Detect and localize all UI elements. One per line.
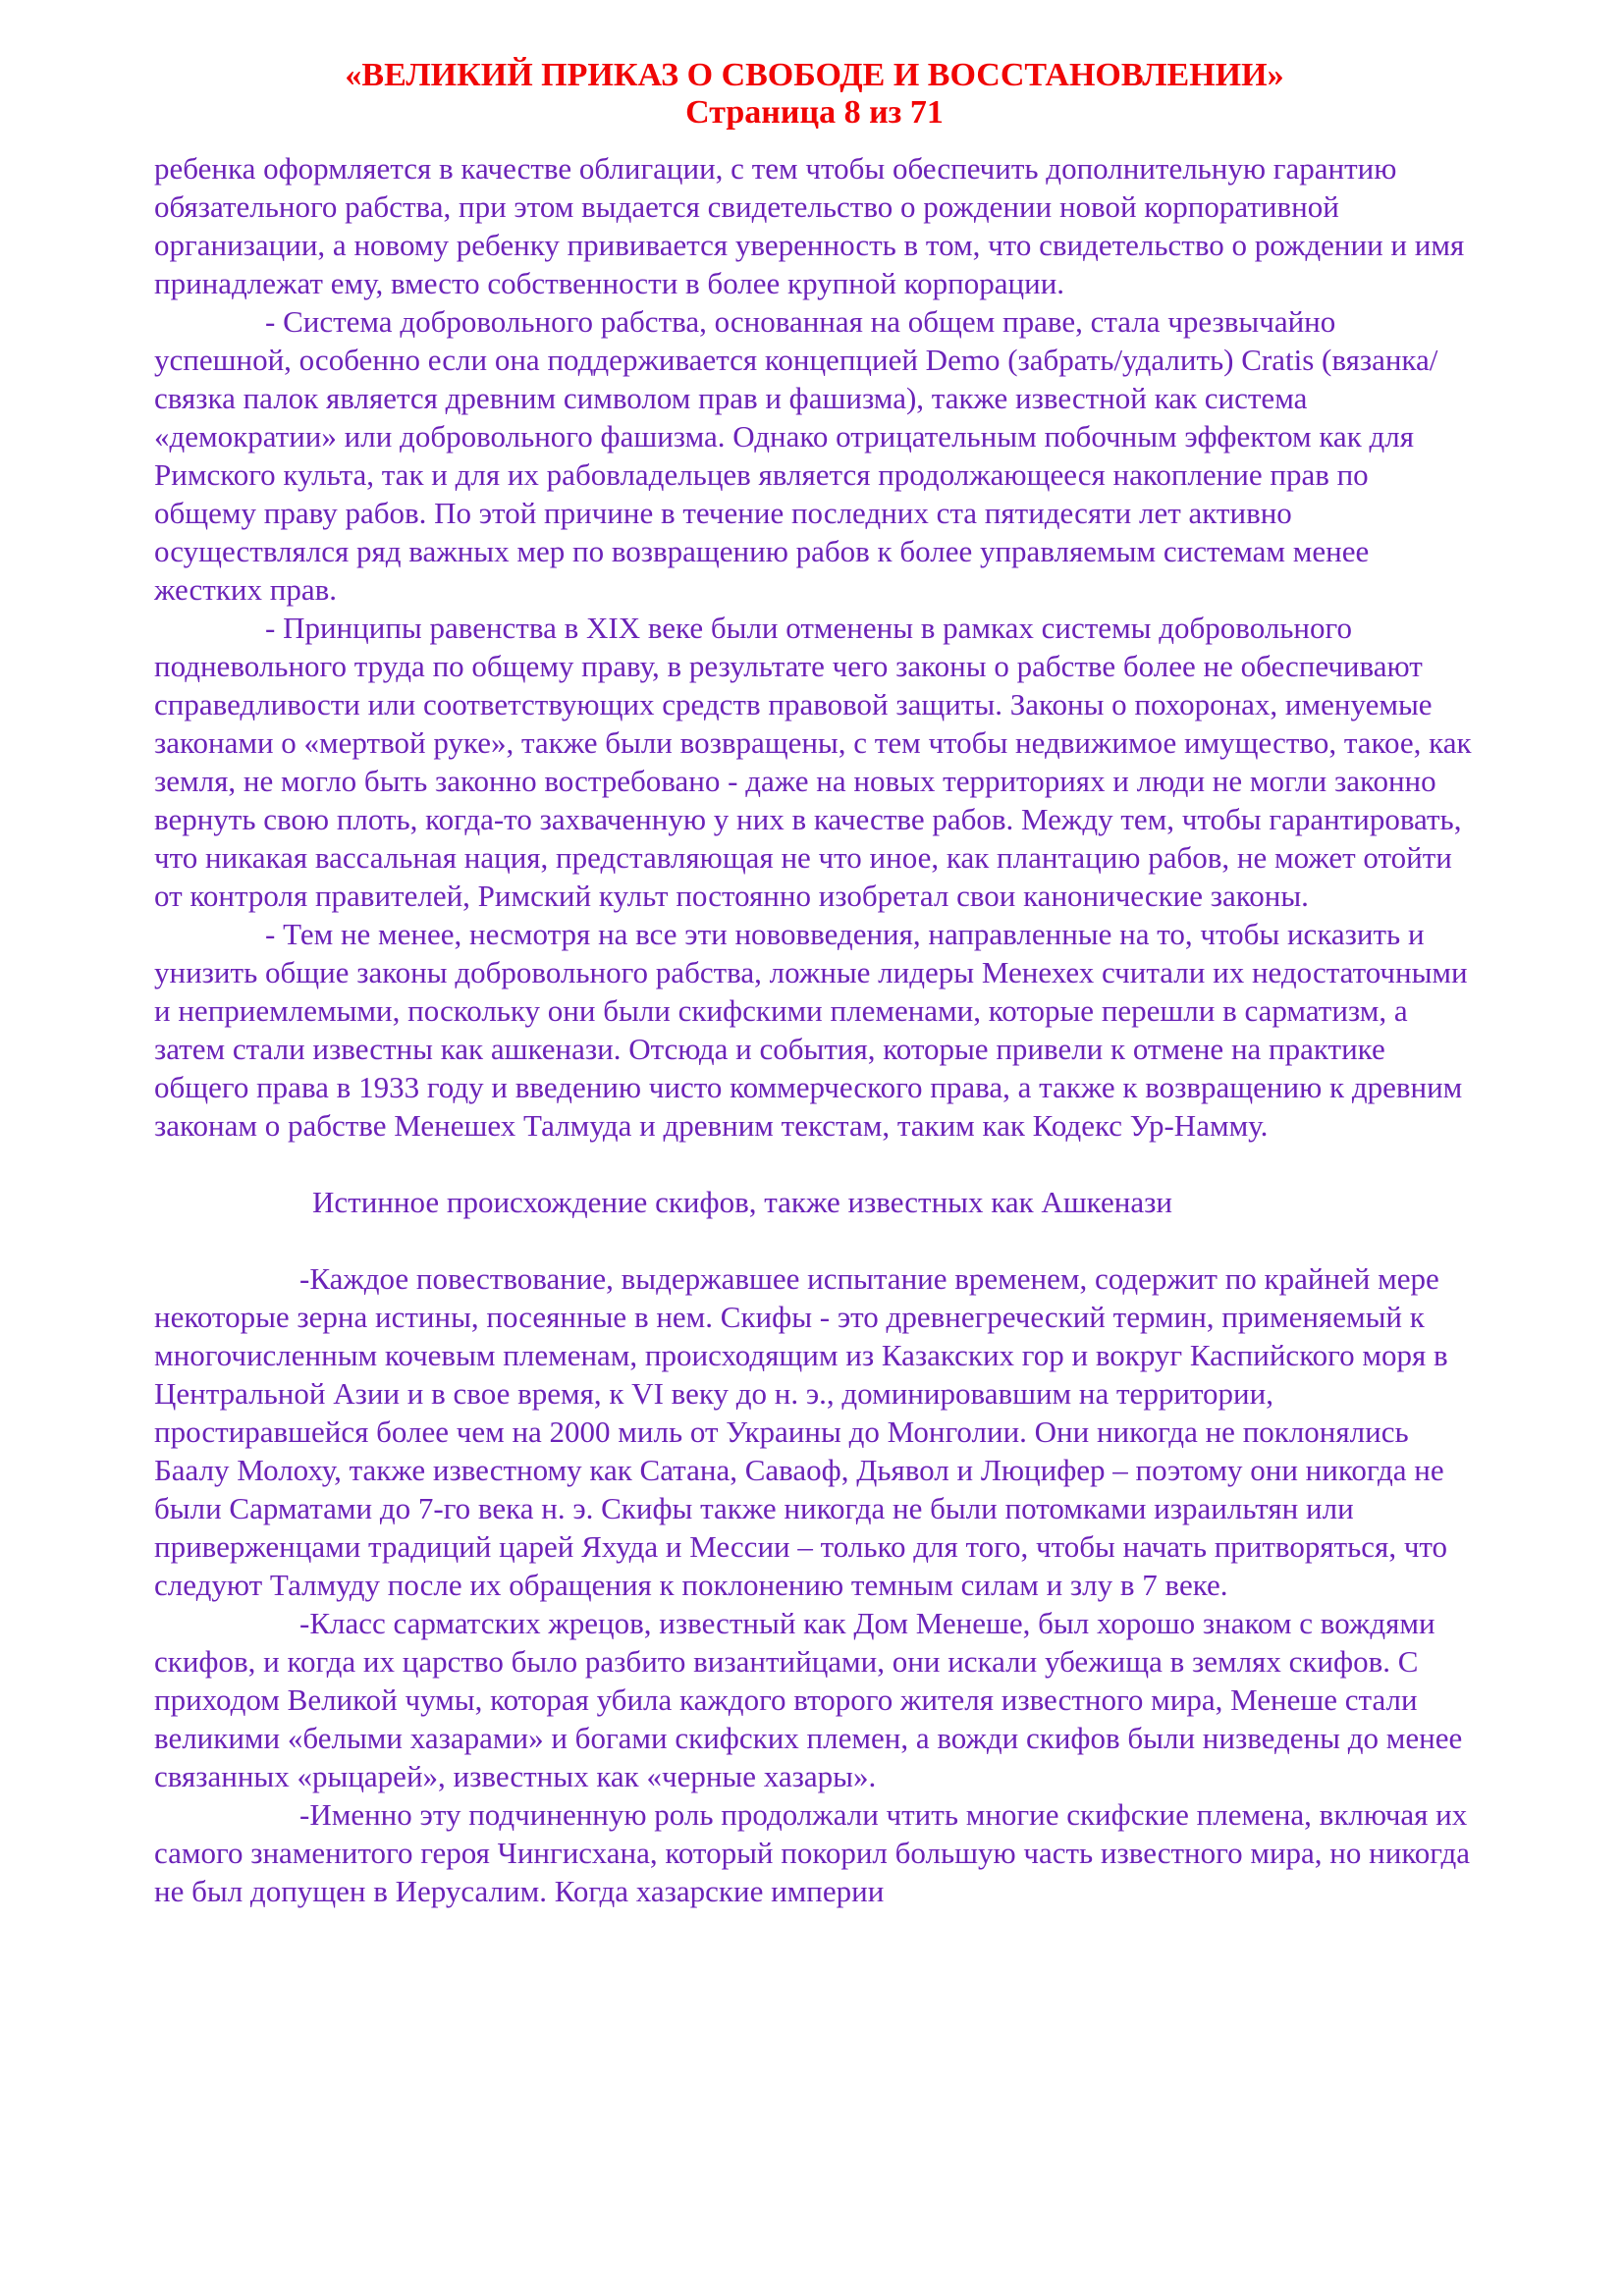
- section-heading-scythians-origin: Истинное происхождение скифов, также известных как Ашкенази: [312, 1185, 1172, 1219]
- document-body: [154, 149, 1475, 1910]
- document-title: «ВЕЛИКИЙ ПРИКАЗ О СВОБОДЕ И ВОССТАНОВЛЕНИИ»: [345, 57, 1284, 93]
- paragraph-voluntary-servitude-system: - Система добровольного рабства, основанная на общем праве, стала чрезвычайно успешной, особенно если она поддерживается концепцией Demo (забрать/удалить) Cratis (вязанка/связка палок является древним символом прав и фашизма), также известной как система «демократии» или добровольного фашизма. Однако отрицательным побочным эффектом как для Римского культа, так и для их рабовладельцев является продолжающееся накопление прав по общему праву рабов. По этой причине в течение последних ста пятидесяти лет активно осуществлялся ряд важных мер по возвращению рабов к более управляемым системам менее жестких прав.: [154, 304, 1438, 607]
- document-title-block: [154, 57, 1475, 132]
- paragraph-birth-bond: ребенка оформляется в качестве облигации, с тем чтобы обеспечить дополнительную гарантию обязательного рабства, при этом выдается свидетельство о рождении новой корпоративной организации, а новому ребенку прививается уверенность в том, что свидетельство о рождении и имя принадлежат ему, вместо собственности в более крупной корпорации.: [154, 151, 1465, 300]
- paragraph-scythians-history: -Каждое повествование, выдержавшее испытание временем, содержит по крайней мере некоторые зерна истины, посеянные в нем. Скифы - это древнегреческий термин, применяемый к многочисленным кочевым племенам, происходящим из Казакских гор и вокруг Каспийского моря в Центральной Азии и в свое время, к VI веку до н. э., доминировавшим на территории, простиравшейся более чем на 2000 миль от Украины до Монголии. Они никогда не поклонялись Баалу Молоху, также известному как Сатана, Саваоф, Дьявол и Люцифер – поэтому они никогда не были Сарматами до 7-го века н. э. Скифы также никогда не были потомками израильтян или приверженцами традиций царей Яхуда и Мессии – только для того, чтобы начать притворяться, что следуют Талмуду после их обращения к поклонению темным силам и злу в 7 веке.: [154, 1261, 1448, 1602]
- paragraph-false-leaders: - Тем не менее, несмотря на все эти нововведения, направленные на то, чтобы исказить и унизить общие законы добровольного рабства, ложные лидеры Менехех считали их недостаточными и неприемлемыми, поскольку они были скифскими племенами, которые перешли в сарматизм, а затем стали известны как ашкенази. Отсюда и события, которые привели к отмене на практике общего права в 1933 году и введению чисто коммерческого права, а также к возвращению к древним законам о рабстве Менешех Талмуда и древним текстам, таким как Кодекс Ур-Намму.: [154, 917, 1468, 1143]
- page-number-indicator: Страница 8 из 71: [685, 94, 944, 131]
- paragraph-subordinate-role: -Именно эту подчиненную роль продолжали чтить многие скифские племена, включая их самого знаменитого героя Чингисхана, который покорил большую часть известного мира, но никогда не был допущен в Иерусалим. Когда хазарские империи: [154, 1797, 1471, 1908]
- paragraph-equality-principles: - Принципы равенства в XIX веке были отменены в рамках системы добровольного подневольного труда по общему праву, в результате чего законы о рабстве более не обеспечивают справедливости или соответствующих средств правовой защиты. Законы о похоронах, именуемые законами о «мертвой руке», также были возвращены, с тем чтобы недвижимое имущество, такое, как земля, не могло быть законно востребовано - даже на новых территориях и люди не могли законно вернуть свою плоть, когда-то захваченную у них в качестве рабов. Между тем, чтобы гарантировать, что никакая вассальная нация, представляющая не что иное, как плантацию рабов, не может отойти от контроля правителей, Римский культ постоянно изобретал свои канонические законы.: [154, 611, 1472, 913]
- paragraph-sarmatian-priests: -Класс сарматских жрецов, известный как Дом Менеше, был хорошо знаком с вождями скифов, и когда их царство было разбито византийцами, они искали убежища в землях скифов. С приходом Великой чумы, которая убила каждого второго жителя известного мира, Менеше стали великими «белыми хазарами» и богами скифских племен, а вожди скифов были низведены до менее связанных «рыцарей», известных как «черные хазары».: [154, 1606, 1463, 1793]
